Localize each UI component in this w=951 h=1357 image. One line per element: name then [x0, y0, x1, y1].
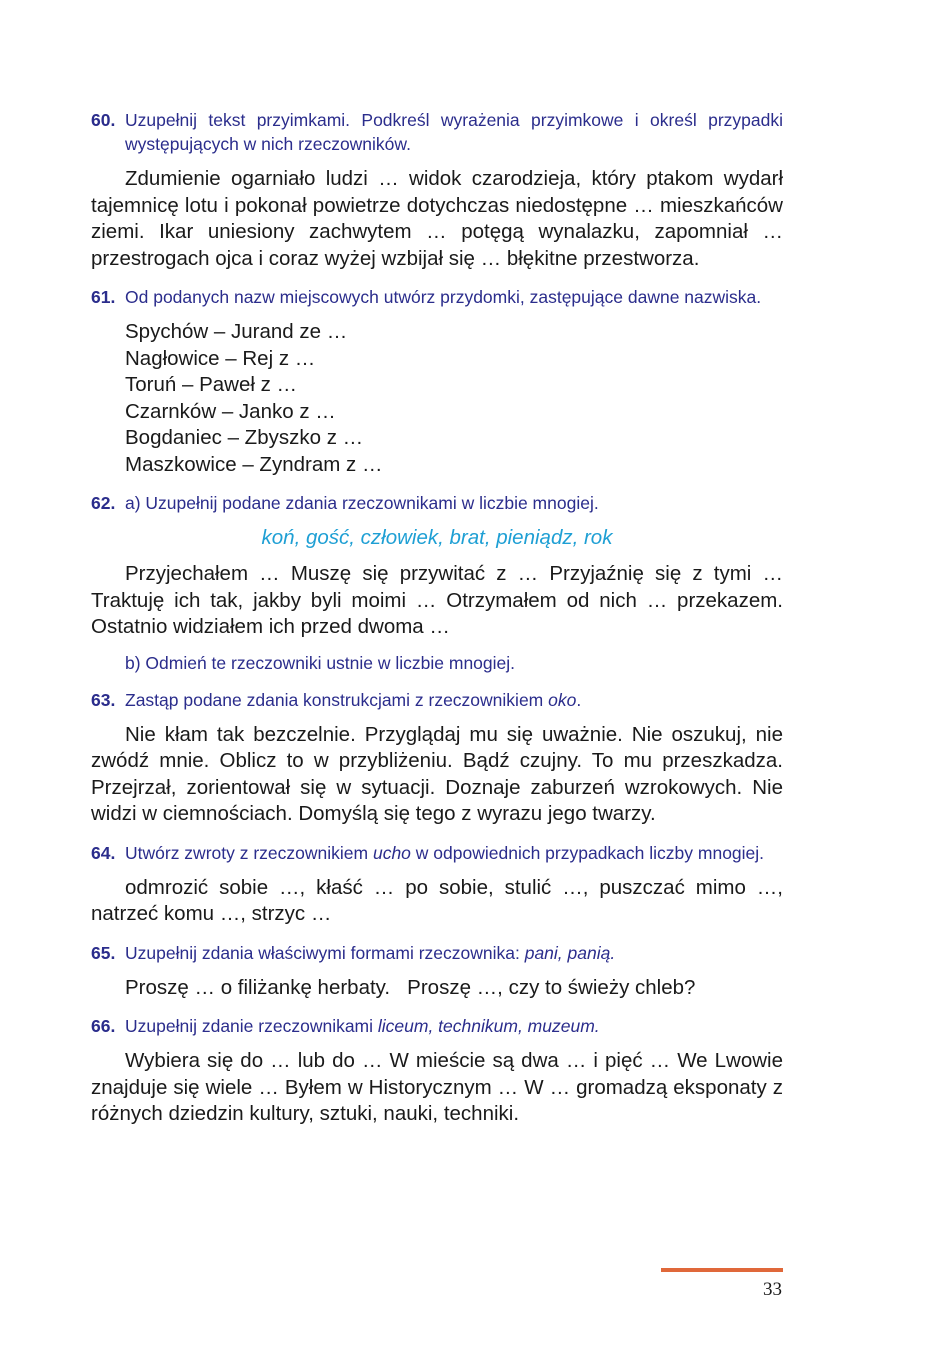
exercise-number: 61.	[91, 287, 116, 307]
exercise-62-task	[91, 491, 783, 515]
exercise-60-task	[91, 108, 783, 156]
exercise-65	[91, 941, 783, 1002]
list-item: Toruń – Paweł z …	[125, 373, 298, 396]
exercise-63	[91, 688, 783, 828]
exercise-63-task	[91, 688, 783, 712]
list-item: Spychów – Jurand ze …	[125, 320, 348, 343]
exercise-61	[91, 285, 783, 478]
exercise-number: 62.	[91, 493, 116, 513]
exercise-66-task	[91, 1014, 783, 1038]
exercise-62-task-b: b) Odmień te rzeczowniki ustnie w liczbie mnogiej.	[125, 652, 516, 673]
exercise-64-task	[91, 841, 783, 865]
task-keyword: liceum, technikum, muzeum.	[377, 1016, 600, 1036]
task-keyword: oko	[548, 689, 577, 710]
task-text: a) Uzupełnij podane zdania rzeczownikami w liczbie mnogiej.	[125, 493, 599, 513]
footer-accent-line	[661, 1268, 783, 1272]
exercise-66	[91, 1014, 783, 1128]
list-item: Nagłowice – Rej z …	[125, 346, 316, 370]
exercise-number: 64.	[91, 842, 116, 863]
exercise-62-text: Przyjechałem … Muszę się przywitać z … Przyjaźnię się z tymi … Traktuję ich tak, jakby byli moimi … Otrzymałem od nich … przekazem. Ostatnio widziałem ich przed dwoma …	[91, 562, 783, 638]
exercise-66-text: Wybiera się do … lub do … W mieście są dwa … i pięć … We Lwowie znajduje się wiele … Byłem w Historycznym … W … gromadzą eksponaty z różnych dziedzin kultury, sztuki, nauki, techniki.	[91, 1049, 783, 1125]
exercise-60-text: Zdumienie ogarniało ludzi … widok czarodzieja, który ptakom wydarł tajemnicę lotu i pokonał powietrze dotychczas niedostępne … mieszkańców ziemi. Ikar uniesiony zachwytem … potęgą wynalazku, zapomniał … przestrogach ojca i coraz wyżej wzbijał się … błękitne przestworza.	[91, 167, 783, 270]
task-text: Utwórz zwroty z rzeczownikiem	[125, 842, 373, 863]
list-item: Czarnków – Janko z …	[125, 399, 336, 423]
exercise-64-text: odmrozić sobie …, kłaść … po sobie, stulić …, puszczać mimo …, natrzeć komu …, strzyc …	[91, 875, 783, 925]
exercise-64	[91, 841, 783, 928]
list-item: Bogdaniec – Zbyszko z …	[125, 426, 364, 449]
task-text-end: .	[576, 689, 582, 710]
exercise-65-text: Proszę … o filiżankę herbaty. Proszę …, czy to świeży chleb?	[125, 975, 696, 999]
task-text: Zastąp podane zdania konstrukcjami z rzeczownikiem	[125, 689, 549, 710]
task-text: Uzupełnij zdanie rzeczownikami	[125, 1016, 378, 1036]
exercise-65-task	[91, 941, 783, 965]
exercise-number: 65.	[91, 942, 116, 963]
task-text: Uzupełnij tekst przyimkami. Podkreśl wyrażenia przyimkowe i określ przypadki występujących w nich rzeczowników.	[125, 110, 783, 154]
task-text-end: w odpowiednich przypadkach liczby mnogiej.	[410, 842, 765, 863]
task-text: Od podanych nazw miejscowych utwórz przydomki, zastępujące dawne nazwiska.	[125, 287, 762, 307]
place-name-list	[91, 319, 783, 478]
task-keyword: ucho	[372, 842, 411, 863]
exercise-62	[91, 491, 783, 675]
exercise-number: 60.	[91, 110, 116, 130]
task-text: Uzupełnij zdania właściwymi formami rzeczownika:	[125, 942, 525, 963]
exercise-60	[91, 108, 783, 272]
list-item: Maszkowice – Zyndram z …	[125, 452, 383, 476]
exercise-63-text: Nie kłam tak bezczelnie. Przyglądaj mu się uważnie. Nie oszukuj, nie zwódź mnie. Oblicz to w przybliżeniu. Bądź czujny. To mu przeszkadza. Przejrzał, zorientował się w sytuacji. Doznaje zaburzeń wzrokowych. Nie widzi w ciemnościach. Domyślą się tego z wyrazu jego twarzy.	[91, 722, 783, 825]
exercise-61-task	[91, 285, 783, 309]
word-bank: koń, gość, człowiek, brat, pieniądz, rok	[261, 526, 613, 549]
task-keyword: pani, panią.	[524, 942, 616, 963]
exercise-number: 66.	[91, 1016, 116, 1036]
page-number: 33	[763, 1279, 782, 1300]
page-content	[91, 108, 783, 1128]
exercise-number: 63.	[91, 689, 116, 710]
